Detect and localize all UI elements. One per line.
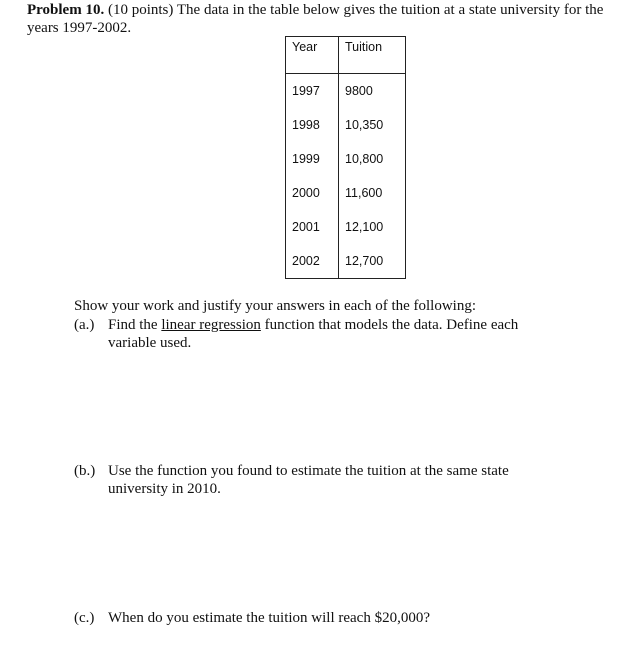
linear-regression-term: linear regression xyxy=(161,317,261,333)
table-row xyxy=(286,142,406,176)
table-row xyxy=(286,108,406,142)
cell-tuition: 12,700 xyxy=(339,244,406,279)
cell-year: 1997 xyxy=(286,74,339,109)
question-c-text: When do you estimate the tuition will reach $20,000? xyxy=(108,610,431,626)
cell-tuition: 10,350 xyxy=(339,108,406,142)
cell-year: 2000 xyxy=(286,176,339,210)
tuition-table xyxy=(285,36,406,279)
header-tuition: Tuition xyxy=(339,37,406,74)
header-year: Year xyxy=(286,37,339,74)
cell-year: 2001 xyxy=(286,210,339,244)
cell-year: 2002 xyxy=(286,244,339,279)
table-row xyxy=(286,74,406,109)
problem-label: Problem 10. xyxy=(27,2,105,18)
table-row xyxy=(286,244,406,279)
table-row xyxy=(286,210,406,244)
instructions: Show your work and justify your answers in each of the following: xyxy=(74,298,477,314)
problem-text: The data in the table below gives the tuition at a state university for the years 1997-2002. xyxy=(27,2,604,36)
cell-year: 1999 xyxy=(286,142,339,176)
question-a-text xyxy=(108,316,568,352)
table-row xyxy=(286,176,406,210)
question-a-text-before: Find the xyxy=(108,317,158,333)
question-c-label: (c.) xyxy=(74,610,95,626)
problem-intro xyxy=(27,1,612,37)
question-b-label: (b.) xyxy=(74,463,96,479)
cell-tuition: 10,800 xyxy=(339,142,406,176)
question-b-text: Use the function you found to estimate the tuition at the same state university in 2010. xyxy=(108,463,509,497)
cell-tuition: 9800 xyxy=(339,74,406,109)
problem-points: (10 points) xyxy=(107,2,174,18)
question-a-text-after: function that models the data. Define each variable used. xyxy=(108,317,519,351)
cell-year: 1998 xyxy=(286,108,339,142)
cell-tuition: 12,100 xyxy=(339,210,406,244)
question-a-label: (a.) xyxy=(74,317,95,333)
cell-tuition: 11,600 xyxy=(339,176,406,210)
